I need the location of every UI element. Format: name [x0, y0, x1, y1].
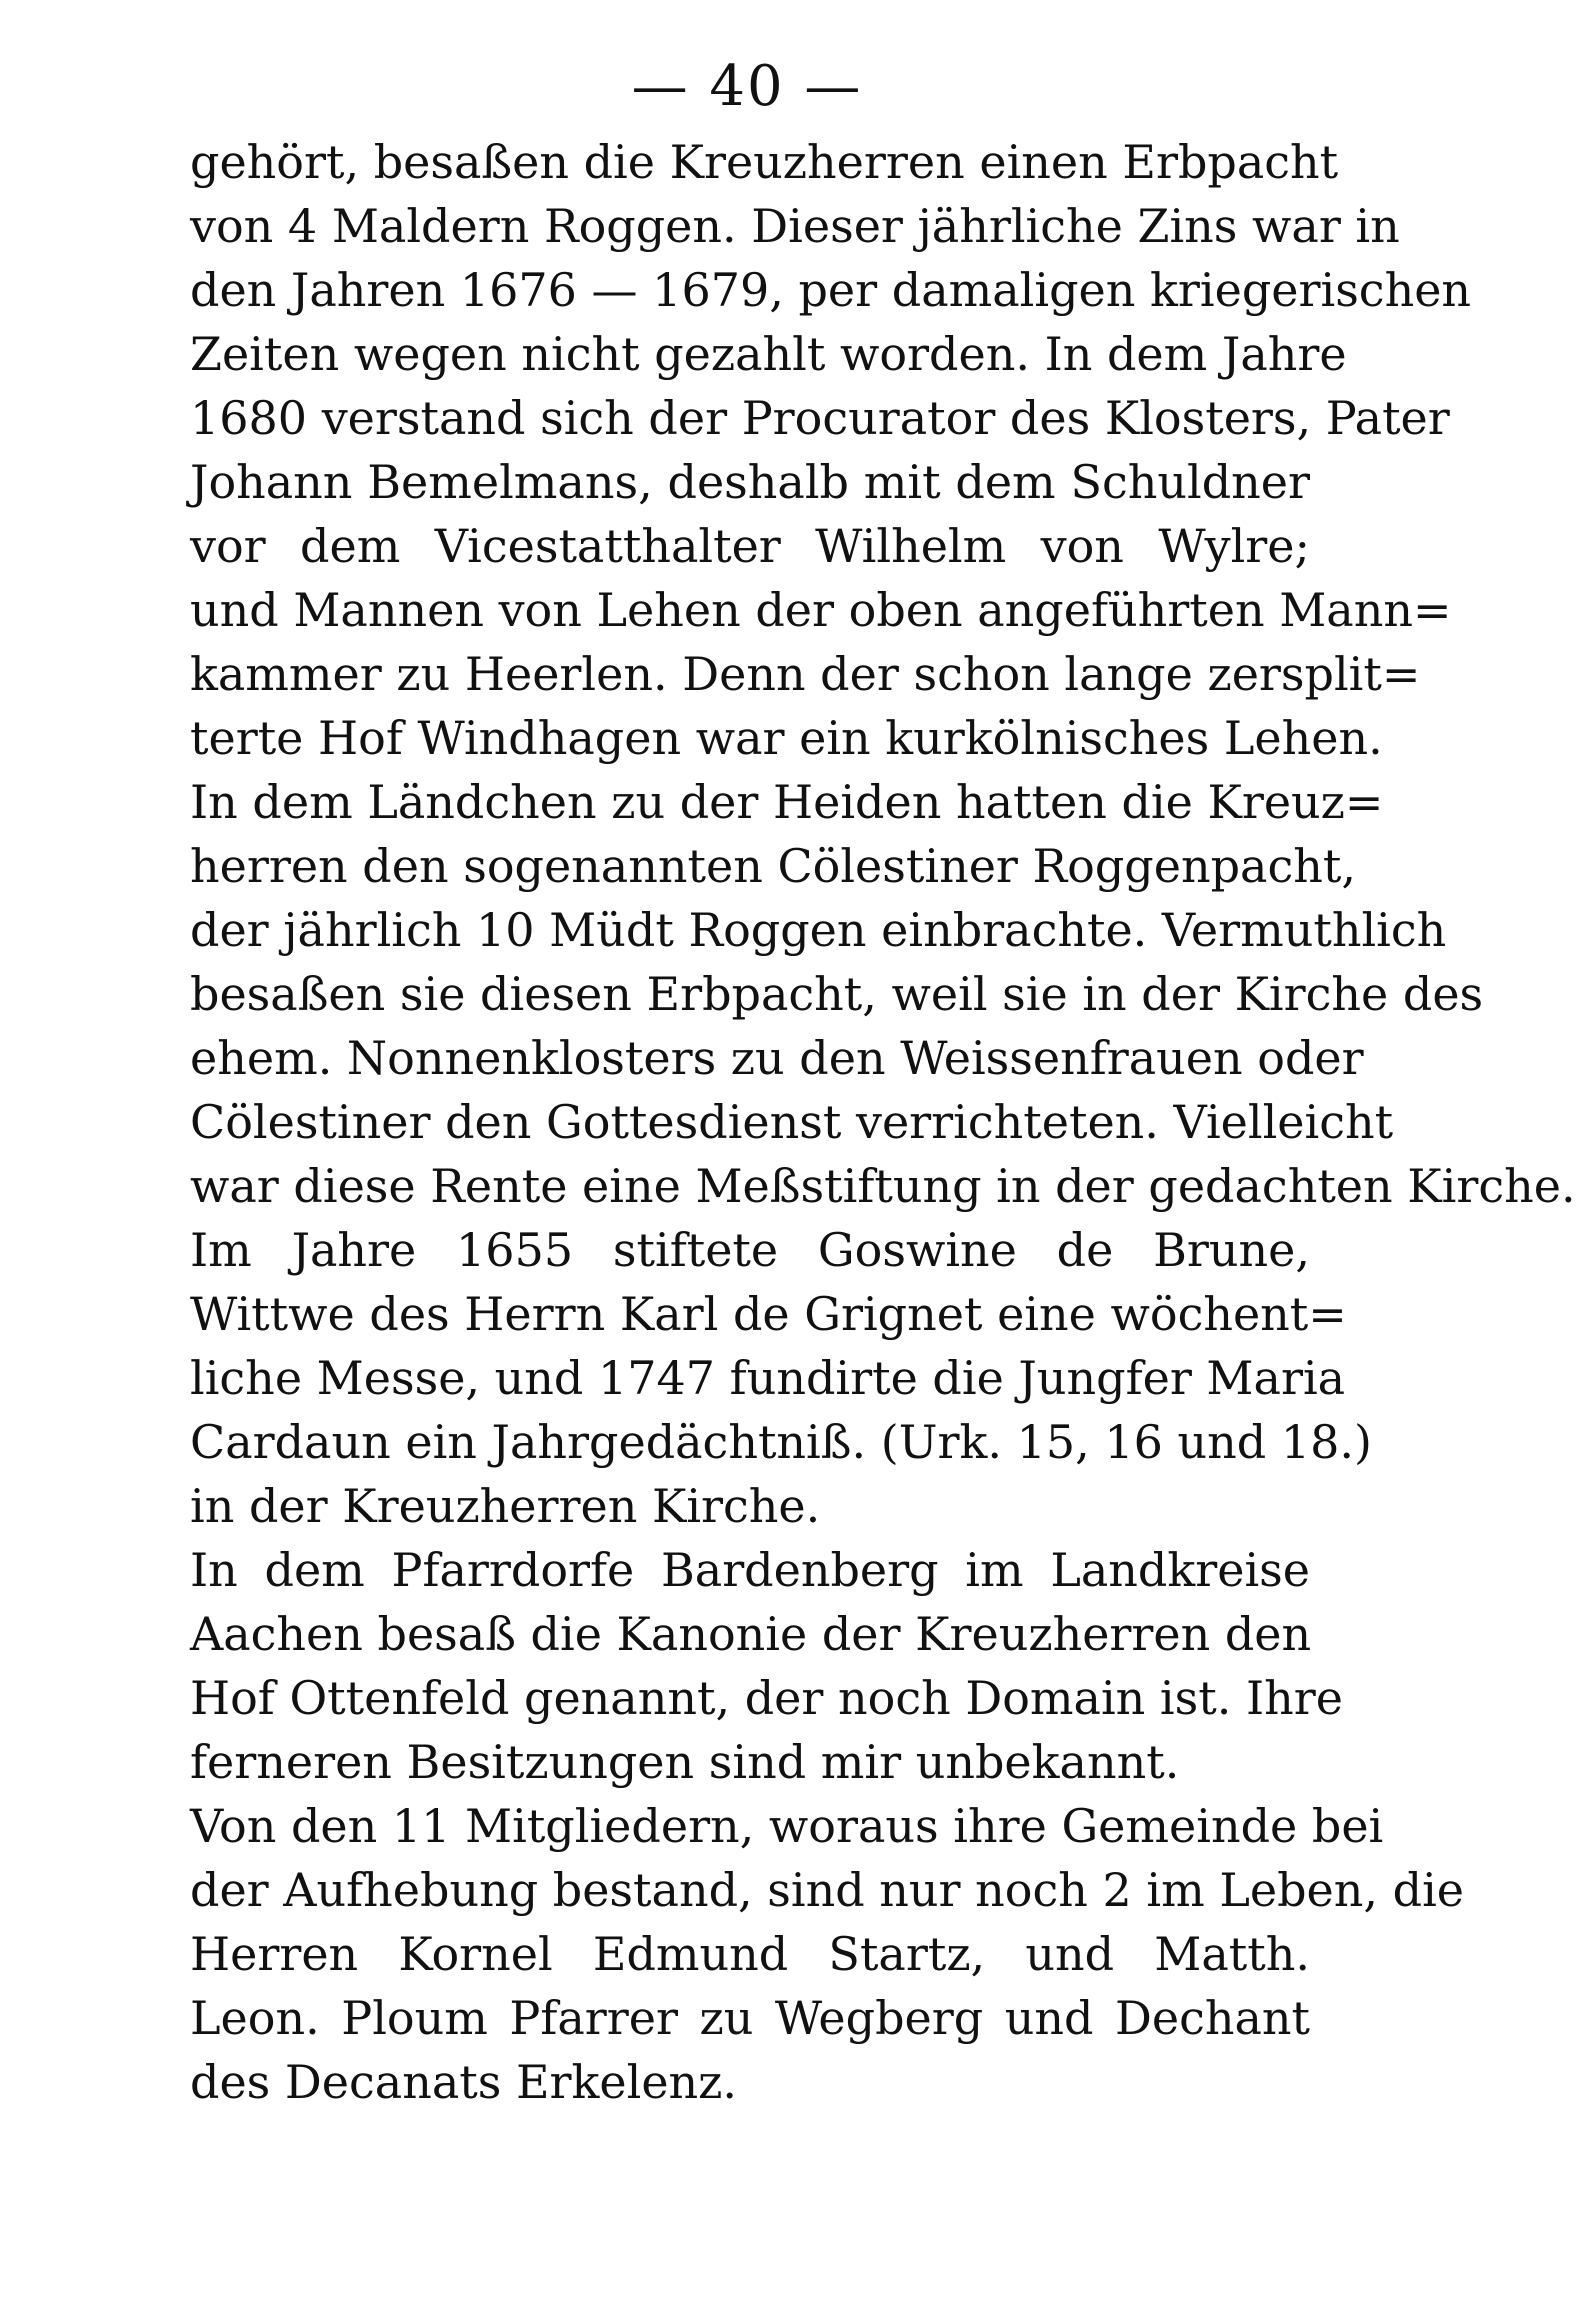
- text-line: gehört, besaßen die Kreuzherren einen Erbpacht: [190, 135, 1339, 189]
- text-line: der jährlich 10 Müdt Roggen einbrachte. Vermuthlich: [190, 903, 1447, 957]
- text-line: Cölestiner den Gottesdienst verrichteten. Vielleicht: [190, 1095, 1394, 1149]
- text-line: Zeiten wegen nicht gezahlt worden. In dem Jahre: [190, 327, 1347, 381]
- text-line: Wittwe des Herrn Karl de Grignet eine wöchent=: [190, 1287, 1347, 1341]
- text-line: kammer zu Heerlen. Denn der schon lange zersplit=: [190, 647, 1421, 701]
- text-line: den Jahren 1676 — 1679, per damaligen kriegerischen: [190, 263, 1472, 317]
- body-text: [190, 130, 1576, 2114]
- text-line: 1680 verstand sich der Procurator des Klosters, Pater: [190, 391, 1450, 445]
- text-line: Von den 11 Mitgliedern, woraus ihre Gemeinde bei: [190, 1799, 1384, 1853]
- text-line: Herren Kornel Edmund Startz, und Matth.: [190, 1927, 1310, 1981]
- text-line: Aachen besaß die Kanonie der Kreuzherren den: [190, 1607, 1312, 1661]
- text-line: In dem Pfarrdorfe Bardenberg im Landkreise: [190, 1543, 1310, 1597]
- text-line: ehem. Nonnenklosters zu den Weissenfrauen oder: [190, 1031, 1364, 1085]
- text-line: herren den sogenannten Cölestiner Roggenpacht,: [190, 839, 1356, 893]
- text-line: liche Messe, und 1747 fundirte die Jungfer Maria: [190, 1351, 1346, 1405]
- text-line: war diese Rente eine Meßstiftung in der gedachten Kirche.: [190, 1159, 1576, 1213]
- text-line: vor dem Vicestatthalter Wilhelm von Wylre;: [190, 519, 1310, 573]
- text-line: Hof Ottenfeld genannt, der noch Domain ist. Ihre: [190, 1671, 1343, 1725]
- text-line: besaßen sie diesen Erbpacht, weil sie in der Kirche des: [190, 967, 1484, 1021]
- text-line: Cardaun ein Jahrgedächtniß. (Urk. 15, 16 und 18.): [190, 1415, 1372, 1469]
- text-line: Johann Bemelmans, deshalb mit dem Schuldner: [190, 455, 1310, 509]
- text-line: und Mannen von Lehen der oben angeführten Mann=: [190, 583, 1452, 637]
- text-line: In dem Ländchen zu der Heiden hatten die Kreuz=: [190, 775, 1384, 829]
- text-line: Leon. Ploum Pfarrer zu Wegberg und Dechant: [190, 1991, 1310, 2045]
- text-line: terte Hof Windhagen war ein kurkölnisches Lehen.: [190, 711, 1383, 765]
- text-line: der Aufhebung bestand, sind nur noch 2 im Leben, die: [190, 1863, 1465, 1917]
- text-line: in der Kreuzherren Kirche.: [190, 1479, 821, 1533]
- page-number: — 40 —: [631, 54, 863, 119]
- text-line: Im Jahre 1655 stiftete Goswine de Brune,: [190, 1223, 1310, 1277]
- text-line: des Decanats Erkelenz.: [190, 2055, 738, 2109]
- text-line: ferneren Besitzungen sind mir unbekannt.: [190, 1735, 1180, 1789]
- text-line: von 4 Maldern Roggen. Dieser jährliche Zins war in: [190, 199, 1400, 253]
